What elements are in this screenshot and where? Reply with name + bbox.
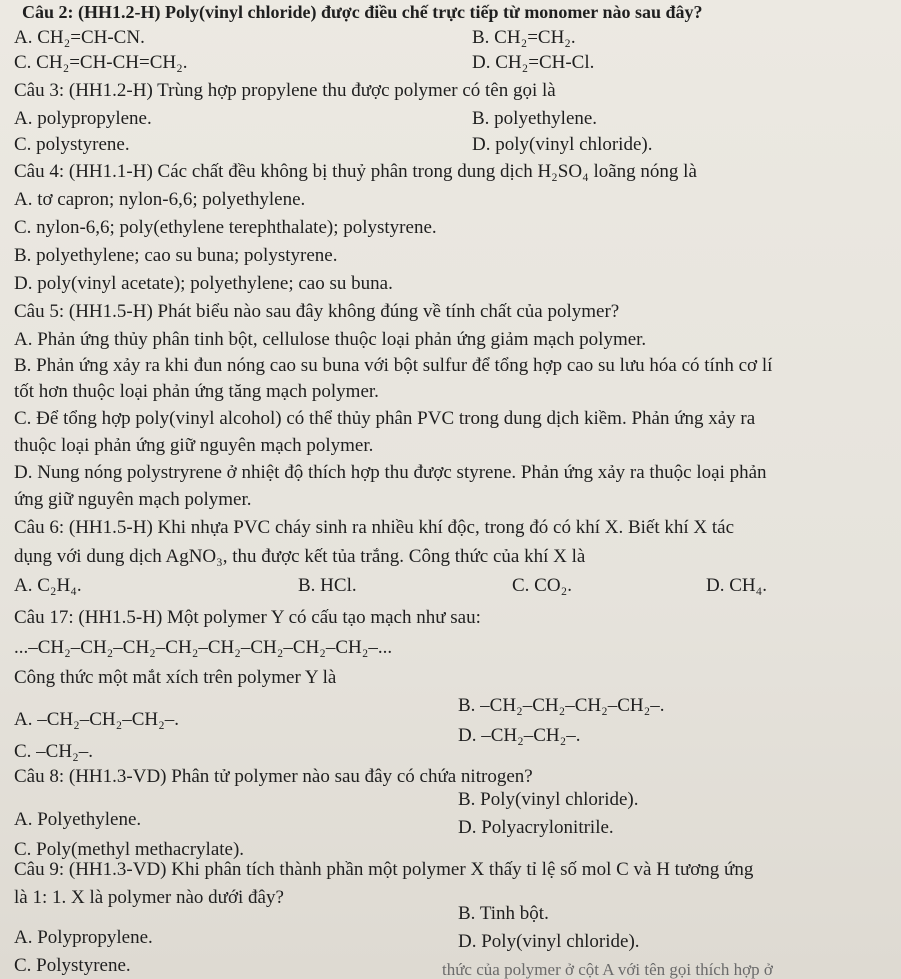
q8-option-a: A. Polyethylene. xyxy=(14,809,142,830)
q2-option-d: D. CH₂=CH-Cl. xyxy=(472,52,595,73)
q5-option-d-line2: ứng giữ nguyên mạch polymer. xyxy=(14,489,252,510)
q8-option-d: D. Polyacrylonitrile. xyxy=(458,817,614,838)
q5-option-d-line1: D. Nung nóng polystryrene ở nhiệt độ thích hợp thu được styrene. Phản ứng xảy ra thuộc loại phản xyxy=(14,462,767,483)
q5-option-a: A. Phản ứng thủy phân tinh bột, cellulose thuộc loại phản ứng giảm mạch polymer. xyxy=(14,329,647,350)
q6-option-c: C. CO₂. xyxy=(512,575,572,596)
q6-option-d: D. CH₄. xyxy=(706,575,767,596)
q6-title-line2: dụng với dung dịch AgNO₃, thu được kết tủa trắng. Công thức của khí X là xyxy=(14,546,586,567)
q9-title-line2: là 1: 1. X là polymer nào dưới đây? xyxy=(14,887,284,908)
q17-question: Công thức một mắt xích trên polymer Y là xyxy=(14,667,337,688)
q9-option-a: A. Polypropylene. xyxy=(14,927,153,948)
q5-option-b-line1: B. Phản ứng xảy ra khi đun nóng cao su buna với bột sulfur để tổng hợp cao su lưu hóa có tính cơ lí xyxy=(14,355,773,376)
q9-option-d: D. Poly(vinyl chloride). xyxy=(458,931,640,952)
q9-option-b: B. Tinh bột. xyxy=(458,903,549,924)
q3-option-a: A. polypropylene. xyxy=(14,108,152,129)
q2-option-b: B. CH₂=CH₂. xyxy=(472,27,576,48)
q4-option-c: C. nylon-6,6; poly(ethylene terephthalate); polystyrene. xyxy=(14,217,437,238)
footer-fragment: thức của polymer ở cột A với tên gọi thích hợp ở xyxy=(442,960,773,979)
q5-title: Câu 5: (HH1.5-H) Phát biểu nào sau đây không đúng về tính chất của polymer? xyxy=(14,301,620,322)
q4-option-a: A. tơ capron; nylon-6,6; polyethylene. xyxy=(14,189,306,210)
q6-option-a: A. C₂H₄. xyxy=(14,575,82,596)
q9-title-line1: Câu 9: (HH1.3-VD) Khi phân tích thành phần một polymer X thấy tỉ lệ số mol C và H tương ứng xyxy=(14,859,754,880)
q17-option-b: B. –CH₂–CH₂–CH₂–CH₂–. xyxy=(458,695,665,716)
q8-option-c: C. Poly(methyl methacrylate). xyxy=(14,839,245,860)
q5-option-c-line2: thuộc loại phản ứng giữ nguyên mạch polymer. xyxy=(14,435,374,456)
q8-option-b: B. Poly(vinyl chloride). xyxy=(458,789,639,810)
q4-option-d: D. poly(vinyl acetate); polyethylene; cao su buna. xyxy=(14,273,393,294)
q17-chain: ...–CH₂–CH₂–CH₂–CH₂–CH₂–CH₂–CH₂–CH₂–... xyxy=(14,637,393,658)
q6-option-b: B. HCl. xyxy=(298,575,357,596)
q17-option-a: A. –CH₂–CH₂–CH₂–. xyxy=(14,709,180,730)
q2-option-a: A. CH₂=CH-CN. xyxy=(14,27,145,48)
q2-option-c: C. CH₂=CH-CH=CH₂. xyxy=(14,52,188,73)
q3-option-b: B. polyethylene. xyxy=(472,108,598,129)
q17-title: Câu 17: (HH1.5-H) Một polymer Y có cấu tạo mạch như sau: xyxy=(14,607,481,628)
q4-option-b: B. polyethylene; cao su buna; polystyrene. xyxy=(14,245,338,266)
q3-title: Câu 3: (HH1.2-H) Trùng hợp propylene thu được polymer có tên gọi là xyxy=(14,80,556,101)
q3-option-c: C. polystyrene. xyxy=(14,134,130,155)
q17-option-d: D. –CH₂–CH₂–. xyxy=(458,725,581,746)
q4-title: Câu 4: (HH1.1-H) Các chất đều không bị thuỷ phân trong dung dịch H₂SO₄ loãng nóng là xyxy=(14,161,697,182)
q5-option-b-line2: tốt hơn thuộc loại phản ứng tăng mạch polymer. xyxy=(14,381,379,402)
q3-option-d: D. poly(vinyl chloride). xyxy=(472,134,653,155)
q2-title: Câu 2: (HH1.2-H) Poly(vinyl chloride) được điều chế trực tiếp từ monomer nào sau đây? xyxy=(22,2,703,22)
q6-title-line1: Câu 6: (HH1.5-H) Khi nhựa PVC cháy sinh ra nhiều khí độc, trong đó có khí X. Biết khí X tác xyxy=(14,517,735,538)
q5-option-c-line1: C. Để tổng hợp poly(vinyl alcohol) có thể thủy phân PVC trong dung dịch kiềm. Phản ứng xảy ra xyxy=(14,408,756,429)
q9-option-c: C. Polystyrene. xyxy=(14,955,131,976)
q17-option-c: C. –CH₂–. xyxy=(14,741,93,762)
q8-title: Câu 8: (HH1.3-VD) Phân tử polymer nào sau đây có chứa nitrogen? xyxy=(14,766,533,787)
